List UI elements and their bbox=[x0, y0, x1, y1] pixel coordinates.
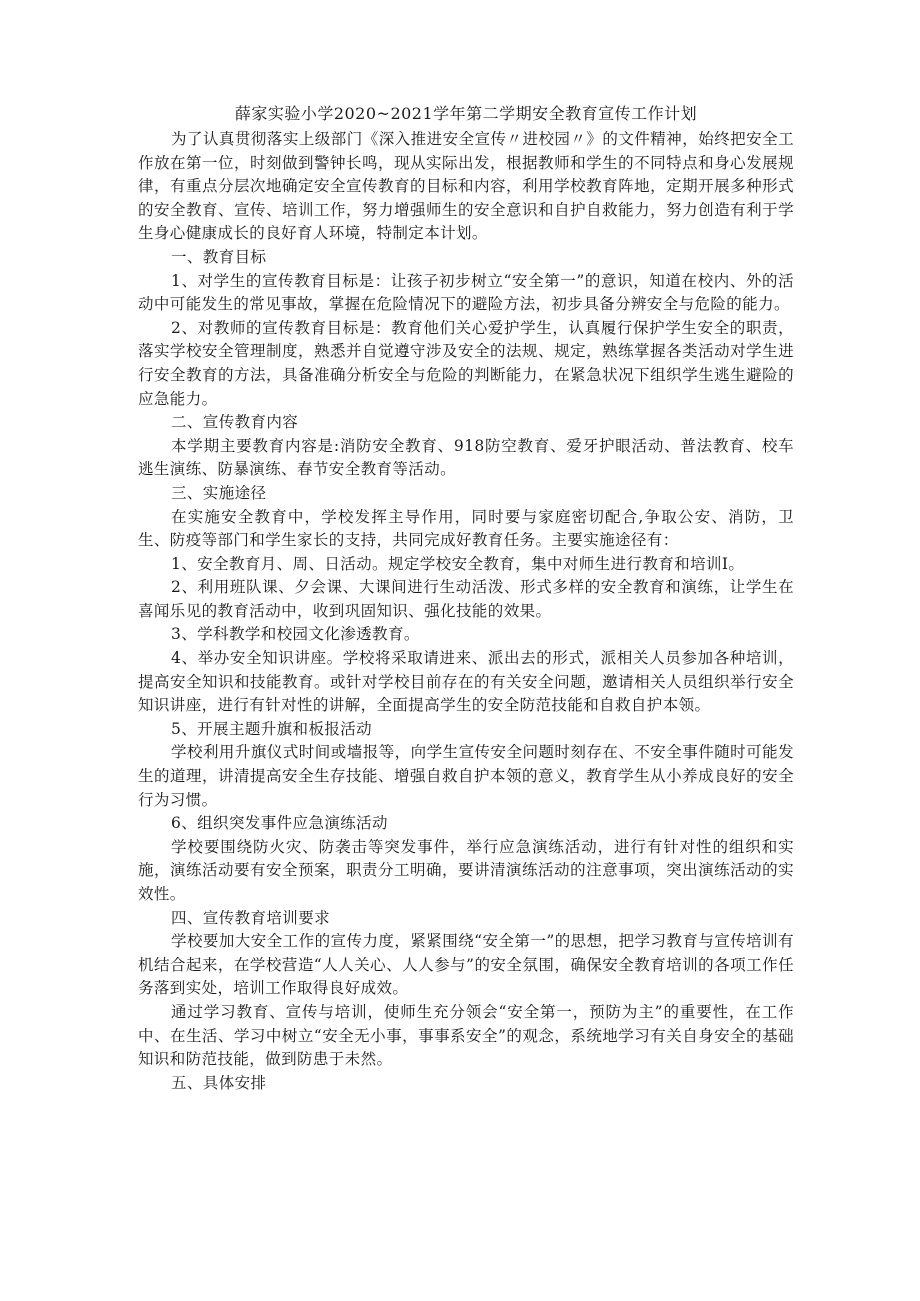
section-heading-content: 二、宣传教育内容 bbox=[171, 413, 299, 432]
section-heading-requirements: 四、宣传教育培训要求 bbox=[171, 908, 331, 927]
paragraph-content: 本学期主要教育内容是:消防安全教育、918防空教育、爱牙护眼活动、普法教育、校车逃生演练、防暴演练、春节安全教育等活动。 bbox=[138, 436, 794, 479]
paragraph-requirements-2: 通过学习教育、宣传与培训，使师生充分领会“安全第一，预防为主”的重要性，在工作中、在生活、学习中树立“安全无小事，事事系安全”的观念，系统地学习有关自身安全的基础知识和防范技能，做到防患于未然。 bbox=[138, 1002, 794, 1069]
paragraph-requirements-1: 学校要加大安全工作的宣传力度，紧紧围绕“安全第一”的思想，把学习教育与宣传培训有机结合起来，在学校营造“人人关心、人人参与”的安全氛围，确保安全教育培训的各项工作任务落到实处，培训工作取得良好成效。 bbox=[138, 932, 794, 998]
paragraph-approach-2: 2、利用班队课、夕会课、大课间进行生动活泼、形式多样的安全教育和演练，让学生在喜闻乐见的教育活动中，收到巩固知识、强化技能的效果。 bbox=[138, 578, 794, 620]
document-page bbox=[138, 104, 794, 1095]
paragraph-student-goals: 1、对学生的宣传教育目标是：让孩子初步树立“安全第一”的意识，知道在校内、外的活动中可能发生的常见事故，掌握在危险情况下的避险方法，初步具备分辨安全与危险的能力。 bbox=[138, 271, 794, 314]
paragraph-approach-6-body: 学校要围绕防火灾、防袭击等突发事件，举行应急演练活动，进行有针对性的组织和实施，演练活动要有安全预案，职责分工明确，要讲清演练活动的注意事项，突出演练活动的实效性。 bbox=[138, 837, 794, 903]
paragraph-approach-3: 3、学科教学和校园文化渗透教育。 bbox=[171, 625, 420, 644]
paragraph-approach-5-body: 学校利用升旗仪式时间或墙报等，向学生宣传安全问题时刻存在、不安全事件随时可能发生的道理，讲清提高安全生存技能、增强自救自护本领的意义，教育学生从小养成良好的安全行为习惯。 bbox=[138, 743, 794, 809]
paragraph-approach-1: 1、安全教育月、周、日活动。规定学校安全教育，集中对师生进行教育和培训I。 bbox=[171, 554, 745, 573]
section-heading-arrangement: 五、具体安排 bbox=[171, 1073, 267, 1092]
paragraph-approach-4: 4、举办安全知识讲座。学校将采取请进来、派出去的形式，派相关人员参加各种培训，提高安全知识和技能教育。或针对学校目前存在的有关安全问题，邀请相关人员组织举行安全知识讲座，进行有针对性的讲解，全面提高学生的安全防范技能和自救自护本领。 bbox=[138, 649, 794, 715]
document-title: 薛家实验小学2020~2021学年第二学期安全教育宣传工作计划 bbox=[234, 104, 698, 123]
section-heading-approach: 三、实施途径 bbox=[171, 483, 267, 502]
paragraph-teacher-goals: 2、对教师的宣传教育目标是：教育他们关心爱护学生，认真履行保护学生安全的职责，落实学校安全管理制度，熟悉并自觉遵守涉及安全的法规、规定，熟练掌握各类活动对学生进行安全教育的方法，具备准确分析安全与危险的判断能力，在紧急状况下组织学生逃生避险的应急能力。 bbox=[138, 318, 794, 408]
paragraph-approach-6-heading: 6、组织突发事件应急演练活动 bbox=[171, 814, 388, 833]
paragraph-approach-5-heading: 5、开展主题升旗和板报活动 bbox=[171, 719, 373, 738]
intro-paragraph: 为了认真贯彻落实上级部门《深入推进安全宣传〃进校园〃》的文件精神，始终把安全工作放在第一位，时刻做到警钟长鸣，现从实际出发，根据教师和学生的不同特点和身心发展规律，有重点分层次地确定安全宣传教育的目标和内容，利用学校教育阵地，定期开展多种形式的安全教育、宣传、培训工作，努力增强师生的安全意识和自护自救能力，努力创造有利于学生身心健康成长的良好育人环境，特制定本计划。 bbox=[138, 130, 794, 243]
paragraph-approach-intro: 在实施安全教育中，学校发挥主导作用，同时要与家庭密切配合,争取公安、消防，卫生、防疫等部门和学生家长的支持，共同完成好教育任务。主要实施途径有： bbox=[138, 507, 794, 550]
section-heading-goals: 一、教育目标 bbox=[171, 247, 267, 266]
